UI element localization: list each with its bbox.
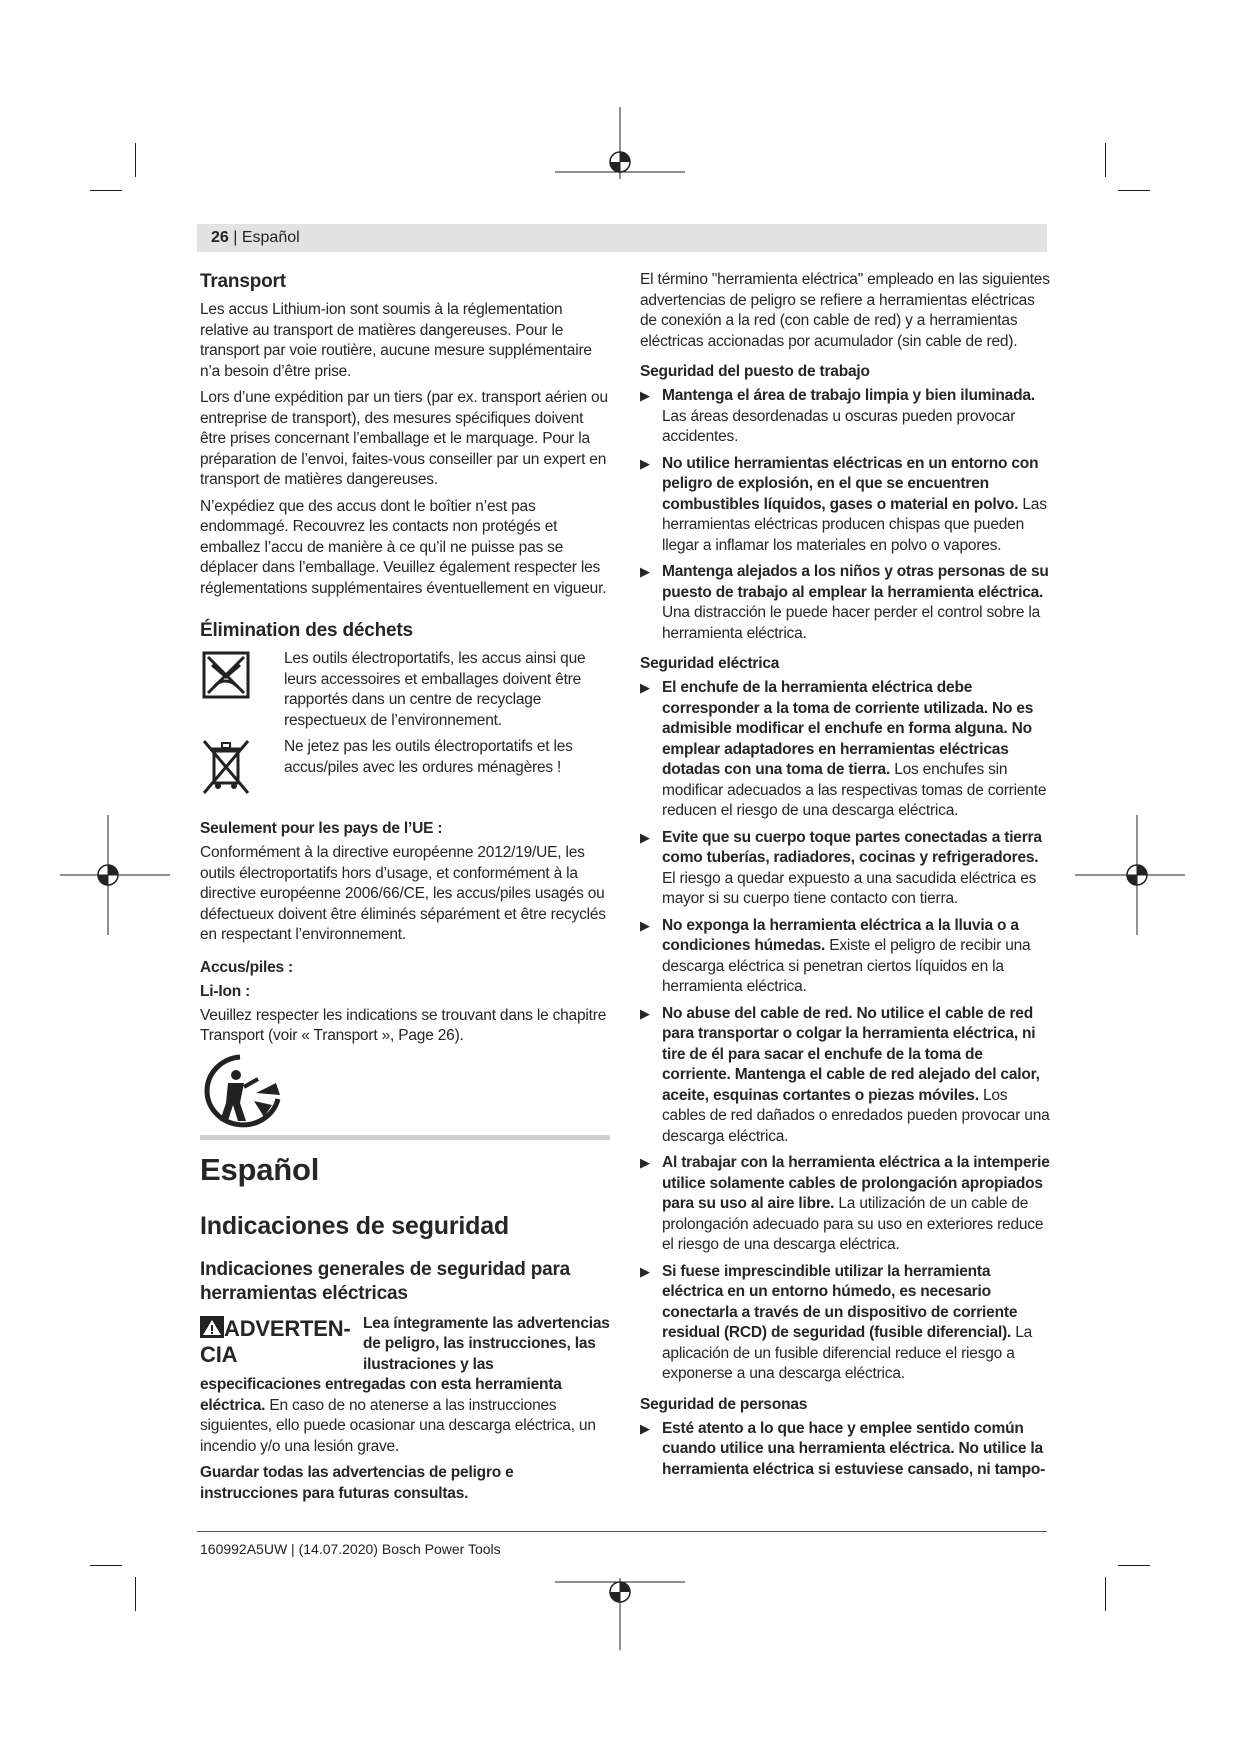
warning-triangle-icon — [200, 1316, 224, 1338]
bullet-arrow-icon: ▶ — [640, 1155, 650, 1170]
page-footer: 160992A5UW | (14.07.2020) Bosch Power Tools — [200, 1541, 501, 1557]
crop-mark — [1105, 143, 1106, 177]
disposal-heading: Élimination des déchets — [200, 620, 413, 641]
section-divider — [200, 1135, 610, 1140]
disposal-paragraph: Les outils électroportatifs, les accus ainsi que leurs accessoires et emballages doivent être rapportés dans un centre de recyclage respectueux de l’environnement. — [284, 650, 586, 729]
intro-paragraph: El término "herramienta eléctrica" empleado en las siguientes advertencias de peligro se refiere a herramientas eléctricas de conexión a la red (con cable de red) y a herramientas eléctricas accionadas por acumulador (sin cable de red). — [640, 271, 1050, 350]
bullet-arrow-icon: ▶ — [640, 829, 650, 845]
warning-bold-text: Lea íntegramente las advertencias de peligro, las instrucciones, las ilustraciones y las especificaciones entregadas con esta herramienta eléctrica. — [200, 1314, 610, 1414]
warning-block — [200, 1314, 610, 1458]
registration-mark-icon — [60, 815, 170, 935]
general-safety-title: Indicaciones generales de seguridad para herramientas eléctricas — [200, 1258, 571, 1304]
disposal-paragraph: Ne jetez pas les outils électroportatifs et les accus/piles avec les ordures ménagères ! — [284, 738, 573, 776]
crop-mark — [135, 1577, 136, 1611]
disposal-row — [200, 737, 610, 797]
header-section: Español — [241, 229, 300, 246]
bullet-arrow-icon: ▶ — [640, 388, 650, 403]
list-item: ▶ Al trabajar con la herramienta eléctrica a la intemperie utilice solamente cables de prolongación apropiados para su uso al aire libre. La utilización de un cable de prolongación adecuado para su uso en exteriores reduce el riesgo de una descarga eléctrica. — [640, 1154, 1050, 1253]
persons-heading: Seguridad de personas — [640, 1395, 808, 1413]
warning-text: En caso de no atenerse a las instrucciones siguientes, ello puede ocasionar una descarga eléctrica, un incendio y/o una lesión grave. — [200, 1396, 596, 1455]
registration-mark-icon — [1075, 815, 1185, 935]
crossed-bin-icon — [200, 737, 252, 797]
registration-mark-icon — [555, 1570, 685, 1660]
keep-instructions-text: Guardar todas las advertencias de peligro e instrucciones para futuras consultas. — [200, 1464, 514, 1502]
disposal-row — [200, 649, 610, 731]
list-item: ▶ No exponga la herramienta eléctrica a la lluvia o a condiciones húmedas. Existe el peligro de recibir una descarga eléctrica si penetran ciertos líquidos en la herramienta eléctrica. — [640, 916, 1031, 995]
transport-paragraph: Les accus Lithium-ion sont soumis à la réglementation relative au transport de matières dangereuses. Pour le transport par voie routière, aucune mesure supplémentaire n’a besoin d’être prise. — [200, 301, 592, 380]
crop-mark — [135, 143, 136, 177]
crop-mark — [90, 1565, 122, 1566]
liion-heading: Li-Ion : — [200, 982, 251, 1000]
registration-mark-icon — [555, 107, 685, 197]
list-item: ▶ Si fuese imprescindible utilizar la herramienta eléctrica en un entorno húmedo, es necesario conectarla a través de un dispositivo de corriente residual (RCD) de seguridad (fusible diferencial). La aplicación de un fusible diferencial reduce el riesgo a exponerse a una descarga eléctrica. — [640, 1262, 1033, 1382]
safety-title: Indicaciones de seguridad — [200, 1211, 509, 1240]
list-item: ▶ Esté atento a lo que hace y emplee sentido común cuando utilice una herramienta eléctrica. No utilice la herramienta eléctrica si estuviese cansado, ni tampo- — [640, 1419, 1046, 1478]
accus-heading: Accus/piles : — [200, 958, 294, 976]
footer-divider — [197, 1531, 1047, 1532]
list-item: ▶ Mantenga el área de trabajo limpia y bien iluminada. Las áreas desordenadas u oscuras pueden provocar accidentes. — [640, 387, 1035, 445]
warning-label: ADVERTEN-CIA — [200, 1315, 351, 1367]
bullet-arrow-icon: ▶ — [640, 680, 650, 695]
list-item: ▶ No utilice herramientas eléctricas en un entorno con peligro de explosión, en el que se encuentren combustibles líquidos, gases o material en polvo. Las herramientas eléctricas producen chispas que pueden llegar a inflamar los materiales en polvo o vapores. — [640, 454, 1047, 554]
transport-heading: Transport — [200, 271, 286, 292]
bullet-arrow-icon: ▶ — [640, 1263, 650, 1279]
language-title: Español — [200, 1151, 320, 1187]
right-column — [640, 270, 1050, 1486]
page-header: 26 | Español — [197, 224, 1047, 252]
list-item: ▶ El enchufe de la herramienta eléctrica debe corresponder a la toma de corriente utilizada. No es admisible modificar el enchufe en forma alguna. No emplear adaptadores en herramientas eléctricas dotadas con una toma de tierra. Los enchufes sin modificar adecuados a las respectivas tomas de corriente reducen el riesgo de una descarga eléctrica. — [640, 679, 1047, 819]
bullet-arrow-icon: ▶ — [640, 917, 650, 933]
list-item: ▶ No abuse del cable de red. No utilice el cable de red para transportar o colgar la herramienta eléctrica, ni tire de él para sacar el enchufe de la toma de corriente. Mantenga el cable de red alejado del calor, aceite, esquinas cortantes o piezas móviles. Los cables de red dañados o enredados pueden provocar una descarga eléctrica. — [640, 1004, 1050, 1145]
crop-mark — [90, 190, 122, 191]
bullet-arrow-icon: ▶ — [640, 1005, 650, 1021]
eu-heading: Seulement pour les pays de l’UE : — [200, 820, 443, 837]
transport-paragraph: Lors d’une expédition par un tiers (par ex. transport aérien ou entreprise de transport), des mesures spécifiques doivent être prises concernant l’emballage et le marquage. Pour la préparation de l’envoi, faites-vous conseiller par un expert en transport de matières dangereuses. — [200, 389, 608, 488]
electric-heading: Seguridad eléctrica — [640, 655, 780, 672]
list-item: ▶ Mantenga alejados a los niños y otras personas de su puesto de trabajo al emplear la herramienta eléctrica. Una distracción le puede hacer perder el control sobre la herramienta eléctrica. — [640, 563, 1049, 642]
bullet-arrow-icon: ▶ — [640, 564, 650, 579]
no-packaging-disposal-icon — [200, 649, 252, 701]
crop-mark — [1118, 1565, 1150, 1566]
eu-paragraph: Conformément à la directive européenne 2012/19/UE, les outils électroportatifs hors d’usage, et conformément à la directive européenne 2006/66/CE, les accus/piles usagés ou défectueux doivent être éliminés séparément et être recyclés en respectant l’environnement. — [200, 844, 606, 943]
recycling-icon — [200, 1053, 286, 1129]
list-item: ▶ Evite que su cuerpo toque partes conectadas a tierra como tuberías, radiadores, cocinas y refrigeradores. El riesgo a quedar expuesto a una sacudida eléctrica es mayor si su cuerpo tiene contacto con tierra. — [640, 828, 1042, 907]
liion-paragraph: Veuillez respecter les indications se trouvant dans le chapitre Transport (voir « Transport », Page 26). — [200, 1006, 607, 1044]
left-column — [200, 270, 610, 1510]
crop-mark — [1118, 190, 1150, 191]
crop-mark — [1105, 1577, 1106, 1611]
workplace-heading: Seguridad del puesto de trabajo — [640, 363, 870, 380]
bullet-arrow-icon: ▶ — [640, 1420, 650, 1436]
transport-paragraph: N’expédiez que des accus dont le boîtier n’est pas endommagé. Recouvrez les contacts non protégés et emballez l’accu de manière à ce qu’il ne puisse pas se déplacer dans l’emballage. Veuillez également respecter les réglementations supplémentaires éventuellement en vigueur. — [200, 497, 607, 597]
page-number: 26 — [211, 229, 229, 246]
bullet-arrow-icon: ▶ — [640, 455, 650, 471]
